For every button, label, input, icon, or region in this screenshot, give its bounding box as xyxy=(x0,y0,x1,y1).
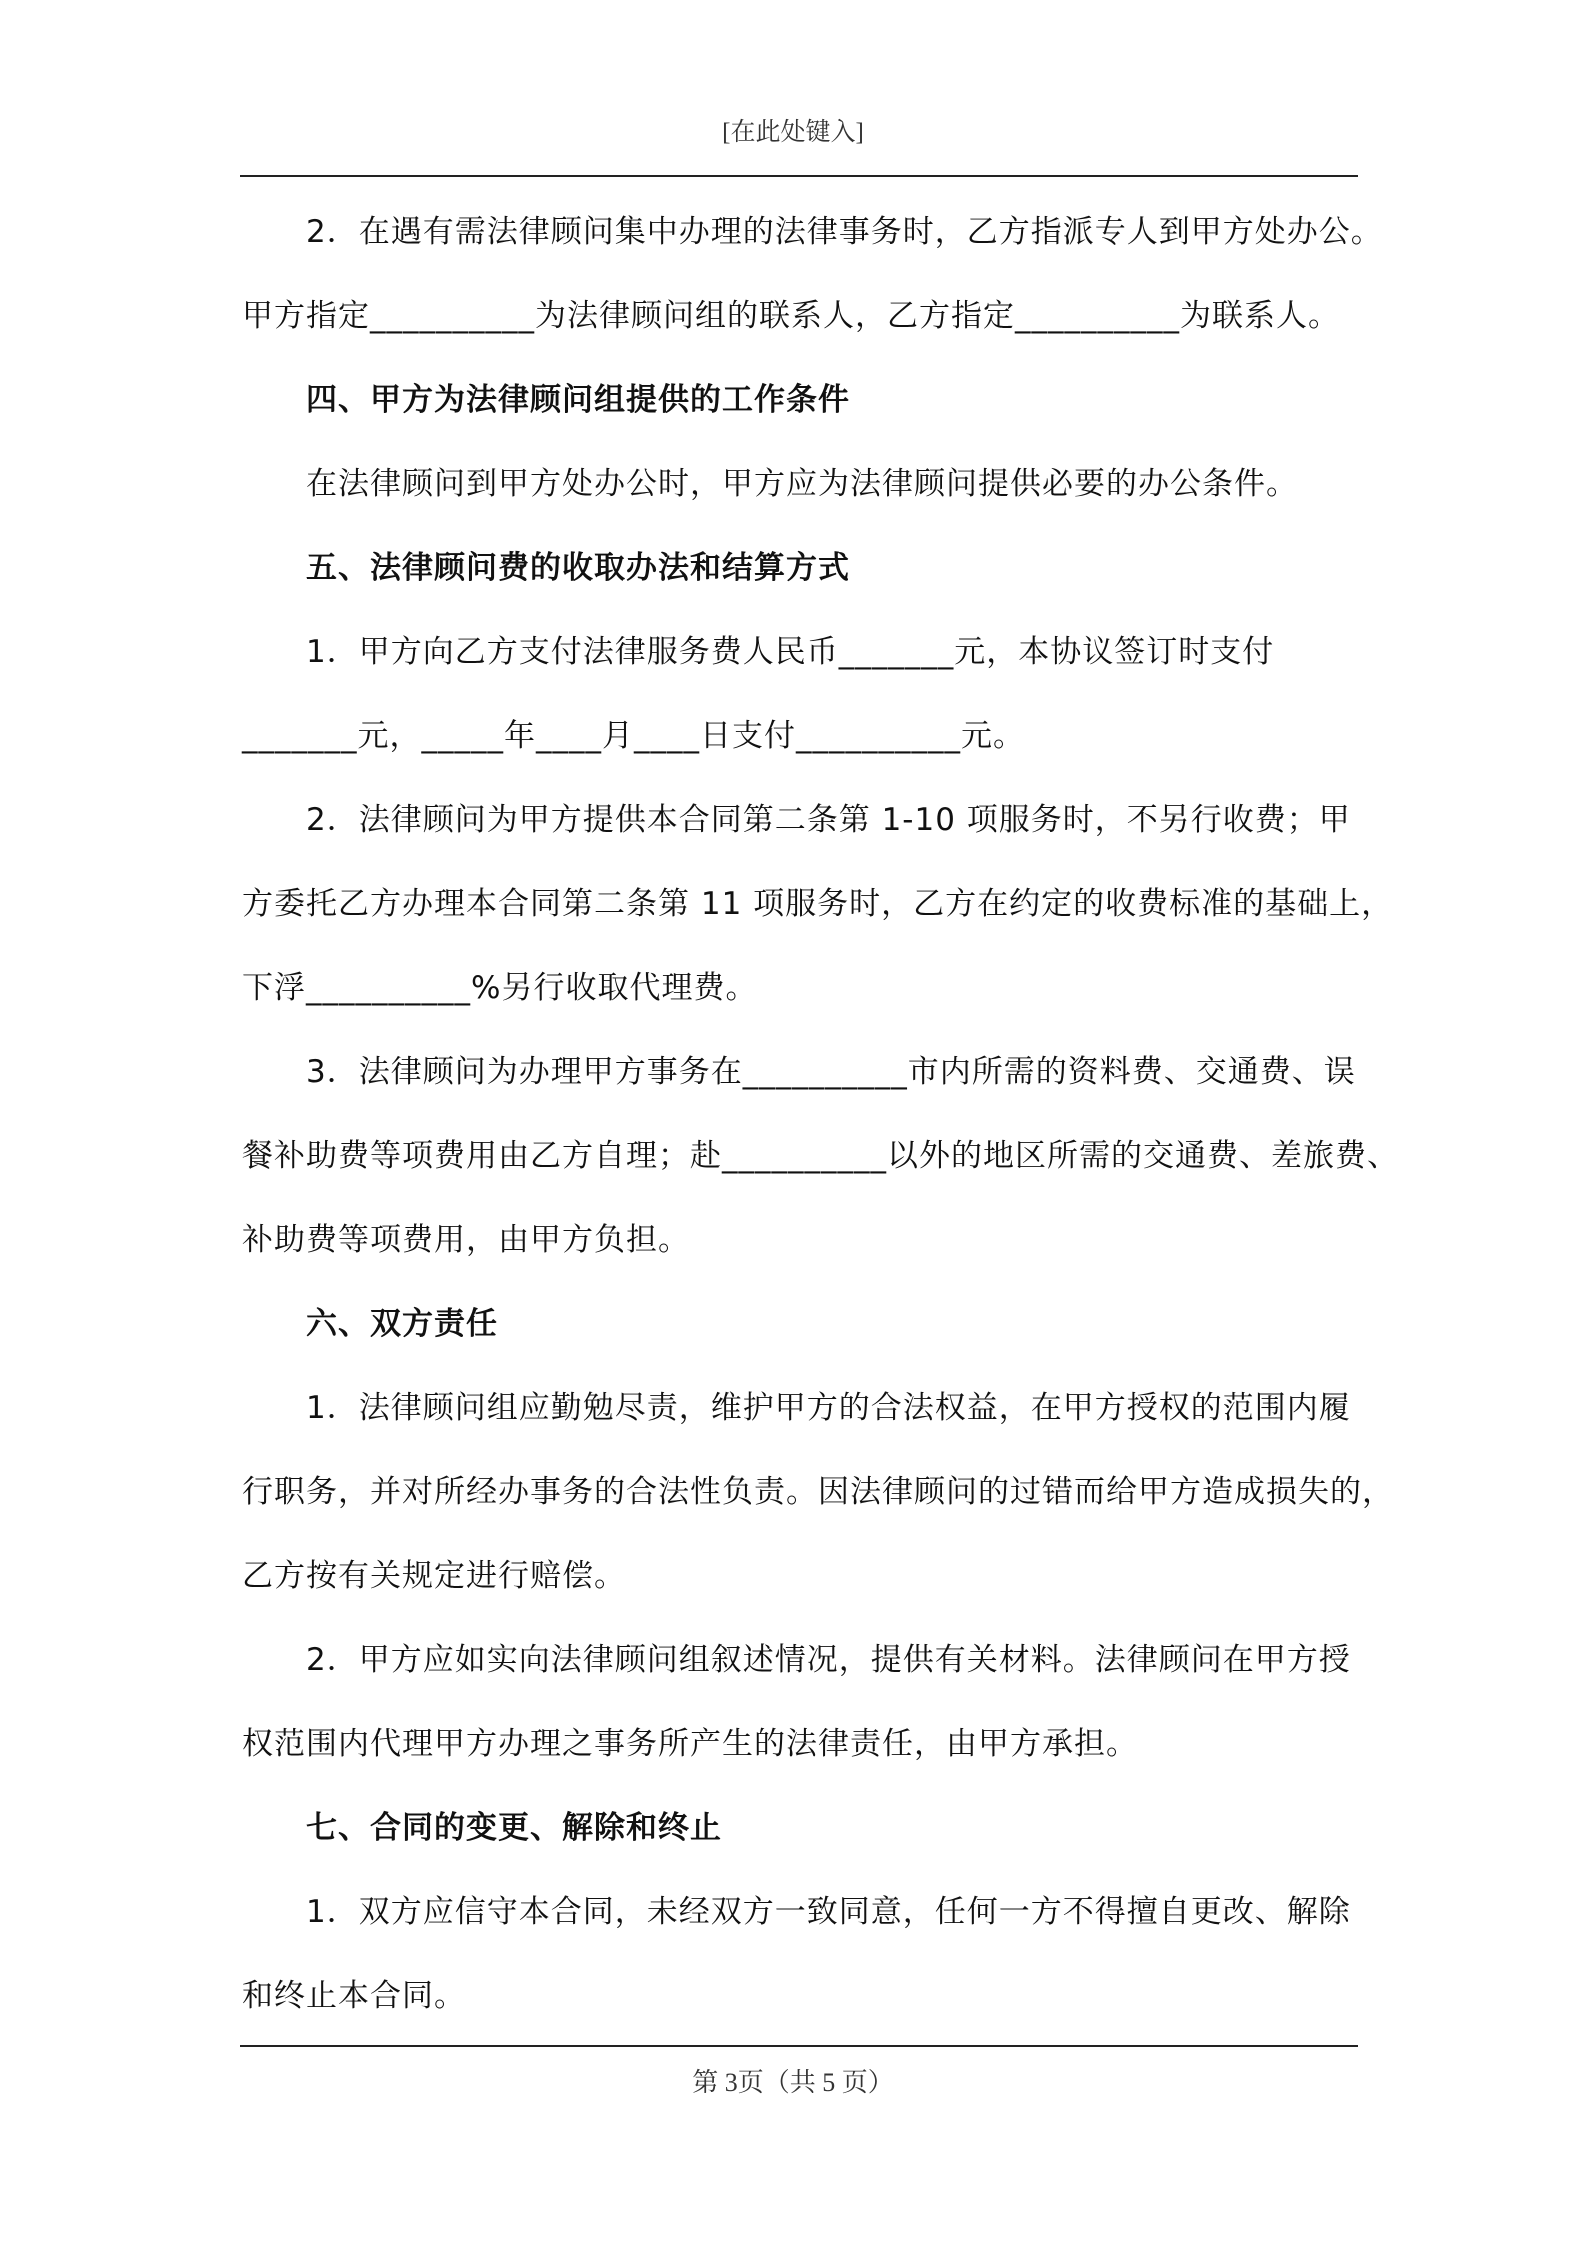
paragraph-line: 2．法律顾问为甲方提供本合同第二条第 1-10 项服务时，不另行收费；甲 xyxy=(306,802,1351,838)
section-heading: 七、合同的变更、解除和终止 xyxy=(306,1810,722,1846)
paragraph-line: 乙方按有关规定进行赔偿。 xyxy=(242,1558,626,1594)
paragraph-line: 1．法律顾问组应勤勉尽责，维护甲方的合法权益，在甲方授权的范围内履 xyxy=(306,1390,1351,1426)
paragraph-line: 1．双方应信守本合同，未经双方一致同意，任何一方不得擅自更改、解除 xyxy=(306,1894,1351,1930)
section-heading: 五、法律顾问费的收取办法和结算方式 xyxy=(306,550,850,586)
paragraph-line: 权范围内代理甲方办理之事务所产生的法律责任，由甲方承担。 xyxy=(242,1726,1138,1762)
paragraph-line: 下浮__________%另行收取代理费。 xyxy=(242,970,758,1006)
header-divider xyxy=(240,175,1358,177)
paragraph-line: 3．法律顾问为办理甲方事务在__________市内所需的资料费、交通费、误 xyxy=(306,1054,1356,1090)
page-header: [在此处键入] xyxy=(722,119,864,146)
paragraph-line: 1．甲方向乙方支付法律服务费人民币_______元，本协议签订时支付 xyxy=(306,634,1275,670)
paragraph-line: 2．在遇有需法律顾问集中办理的法律事务时，乙方指派专人到甲方处办公。 xyxy=(306,214,1383,250)
paragraph-line: 2．甲方应如实向法律顾问组叙述情况，提供有关材料。法律顾问在甲方授 xyxy=(306,1642,1351,1678)
paragraph-line: 餐补助费等项费用由乙方自理；赴__________以外的地区所需的交通费、差旅费、 xyxy=(242,1138,1399,1174)
footer-divider xyxy=(240,2045,1358,2047)
section-heading: 六、双方责任 xyxy=(306,1306,498,1342)
paragraph-line: _______元，_____年____月____日支付__________元。 xyxy=(242,718,1025,754)
section-heading: 四、甲方为法律顾问组提供的工作条件 xyxy=(306,382,850,418)
paragraph-line: 和终止本合同。 xyxy=(242,1978,466,2014)
paragraph-line: 在法律顾问到甲方处办公时，甲方应为法律顾问提供必要的办公条件。 xyxy=(306,466,1298,502)
page-footer: 第 3页（共 5 页） xyxy=(692,2068,894,2097)
paragraph-line: 方委托乙方办理本合同第二条第 11 项服务时，乙方在约定的收费标准的基础上， xyxy=(242,886,1394,922)
paragraph-line: 行职务，并对所经办事务的合法性负责。因法律顾问的过错而给甲方造成损失的， xyxy=(242,1474,1394,1510)
paragraph-line: 补助费等项费用，由甲方负担。 xyxy=(242,1222,690,1258)
paragraph-line: 甲方指定__________为法律顾问组的联系人，乙方指定__________为联系人。 xyxy=(242,298,1340,334)
document-body xyxy=(242,190,1399,2038)
